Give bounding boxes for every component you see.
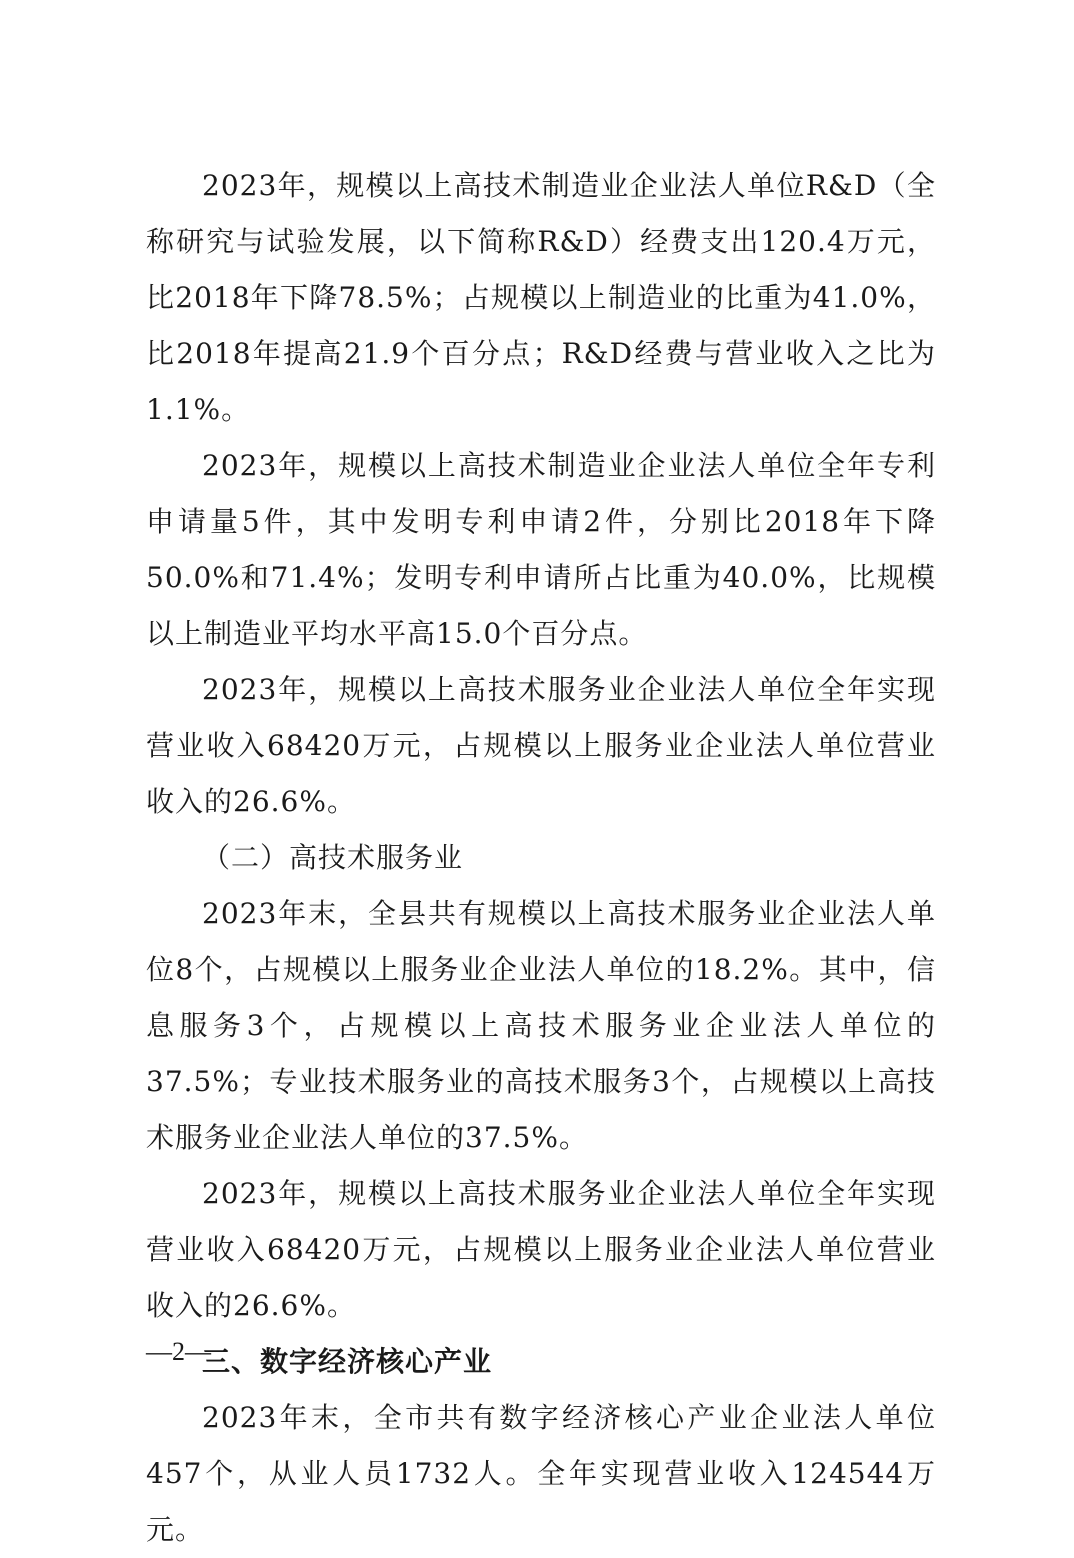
page-number: —2— <box>146 1337 211 1366</box>
subheading-high-tech-services: （二）高技术服务业 <box>202 841 464 874</box>
paragraph-patent-applications: 2023年，规模以上高技术制造业企业法人单位全年专利申请量5件，其中发明专利申请2件，分别比2018年下降50.0%和71.4%；发明专利申请所占比重为40.0%，比规模以上制造业平均水平高15.0个百分点。 <box>146 449 936 650</box>
paragraph-service-units: 2023年末，全县共有规模以上高技术服务业企业法人单位8个，占规模以上服务业企业法人单位的18.2%。其中，信息服务3个，占规模以上高技术服务业企业法人单位的37.5%；专业技术服务业的高技术服务3个，占规模以上高技术服务业企业法人单位的37.5%。 <box>146 897 936 1154</box>
paragraph-service-revenue: 2023年，规模以上高技术服务业企业法人单位全年实现营业收入68420万元，占规模以上服务业企业法人单位营业收入的26.6%。 <box>146 673 936 818</box>
paragraph-digital-economy: 2023年末，全市共有数字经济核心产业企业法人单位457个，从业人员1732人。全年实现营业收入124544万元。 <box>146 1401 936 1546</box>
paragraph-service-revenue-repeat: 2023年，规模以上高技术服务业企业法人单位全年实现营业收入68420万元，占规模以上服务业企业法人单位营业收入的26.6%。 <box>146 1177 936 1322</box>
document-body <box>146 158 936 1558</box>
paragraph-rd-expenditure: 2023年，规模以上高技术制造业企业法人单位R&D（全称研究与试验发展，以下简称R&D）经费支出120.4万元，比2018年下降78.5%；占规模以上制造业的比重为41.0%，比2018年提高21.9个百分点；R&D经费与营业收入之比为1.1%。 <box>146 169 936 426</box>
section-heading-digital-economy: 三、数字经济核心产业 <box>202 1345 493 1378</box>
